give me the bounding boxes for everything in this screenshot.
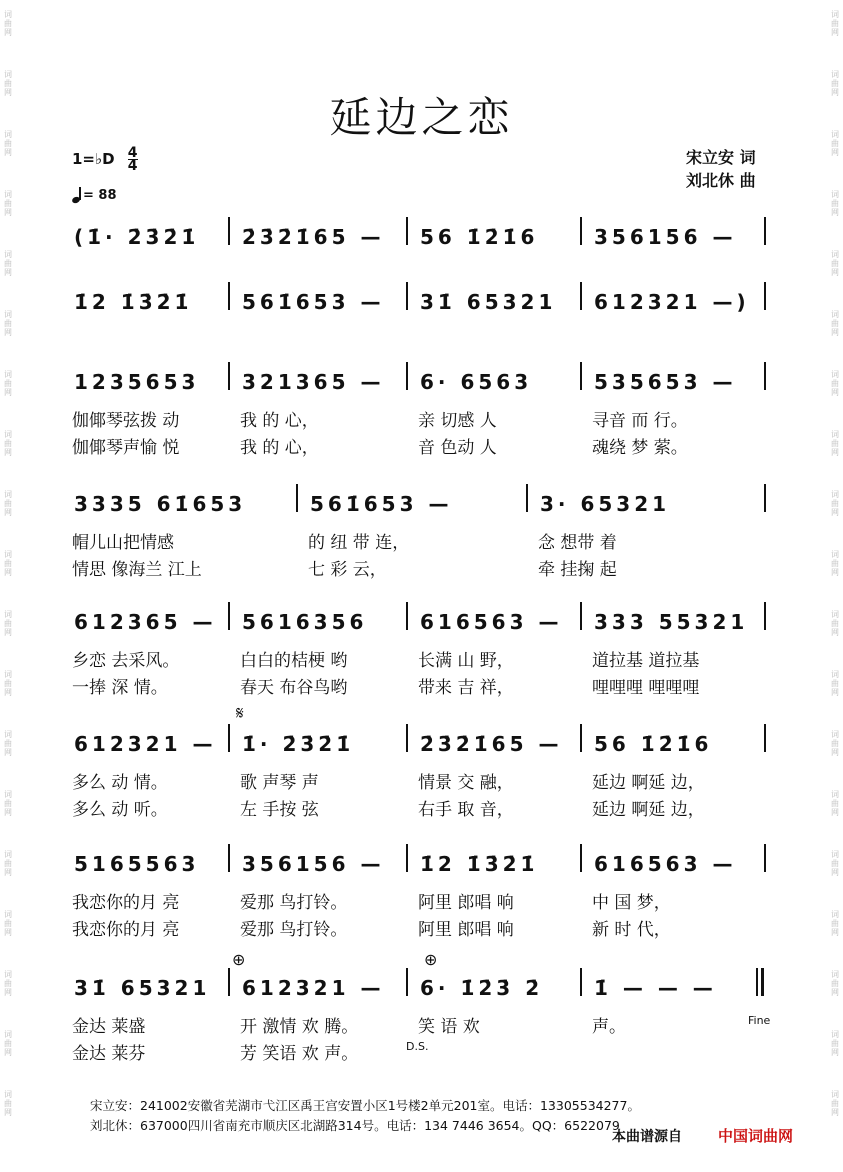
bar-line — [526, 484, 528, 512]
measure-notes: 1̇· 2̇3̇2̇1̇ — [242, 732, 355, 756]
watermark-text: 词曲网 — [4, 1090, 12, 1117]
bar-line — [406, 282, 408, 310]
note-line — [70, 360, 780, 400]
lyric-phrase: 延边 啊延 边， — [592, 773, 705, 793]
measure-notes: 561̇653 — — [242, 290, 385, 314]
watermark-text: 词曲网 — [4, 490, 12, 517]
lyric-phrase: 左 手按 弦 — [240, 800, 319, 820]
site-link[interactable]: 中国词曲网 — [718, 1127, 794, 1145]
measure-notes: 5165563 — [74, 852, 200, 876]
measure-notes: 6· 1̇2̇3̇ 2̇ — [420, 976, 544, 1000]
lyric-phrase: 我恋你的月 亮 — [72, 893, 180, 913]
watermark-text: 词曲网 — [4, 370, 12, 397]
measure-notes: 56 1̇2̇1̇6 — [594, 732, 713, 756]
lyric-phrase: 情思 像海兰 江上 — [72, 560, 202, 580]
time-numerator: 4 — [127, 145, 138, 161]
lyric-phrase: 爱那 鸟打铃。 — [240, 893, 348, 913]
watermark-text: 词曲网 — [831, 430, 839, 457]
coda-icon-2: ⊕ — [424, 950, 438, 969]
watermark-text: 词曲网 — [831, 490, 839, 517]
song-title: 延边之恋 — [329, 93, 514, 142]
bar-line — [406, 362, 408, 390]
bar-line — [580, 724, 582, 752]
measure-notes: 356156 — — [242, 852, 385, 876]
measure-notes: 5616356 — [242, 610, 368, 634]
score-row — [60, 722, 790, 822]
bar-line — [580, 282, 582, 310]
watermark-text: 词曲网 — [831, 310, 839, 337]
lyric-phrase: 魂绕 梦 萦。 — [592, 438, 688, 458]
measure-notes: 1̇ — — — — [594, 976, 717, 1000]
lyric-phrase: 金达 莱芬 — [72, 1044, 146, 1064]
lyric-phrase: 寻音 而 行。 — [592, 411, 688, 431]
key-label: 1=♭D — [72, 150, 115, 168]
lyric-phrase: 笑 语 欢 — [418, 1017, 480, 1037]
watermark-text: 词曲网 — [831, 370, 839, 397]
score-row — [60, 360, 790, 460]
lyric-phrase: 阿里 郎唱 响 — [418, 893, 514, 913]
lyric-phrase: 帽儿山把情感 — [72, 533, 174, 553]
watermark-text: 词曲网 — [831, 10, 839, 37]
bar-line — [228, 282, 230, 310]
lyric-phrase: 牵 挂掬 起 — [538, 560, 617, 580]
end-bar-line — [764, 484, 766, 512]
segno-icon: 𝄋 — [236, 703, 244, 724]
bar-line — [228, 362, 230, 390]
measure-notes: 612321 — — [242, 976, 385, 1000]
bar-line — [580, 602, 582, 630]
lyric-phrase: 带来 吉 祥， — [418, 678, 514, 698]
lyric-phrase: 我 的 心， — [240, 411, 319, 431]
lyric-phrase: 芳 笑语 欢 声。 — [240, 1044, 359, 1064]
watermark-strip-left — [0, 0, 16, 1172]
measure-notes: 31̇ 65321 — [74, 976, 211, 1000]
note-line — [70, 600, 780, 640]
footer-contacts — [90, 1096, 640, 1136]
note-line — [70, 966, 780, 1006]
lyric-phrase: 我恋你的月 亮 — [72, 920, 180, 940]
lyric-phrase: 右手 取 音， — [418, 800, 514, 820]
note-line — [70, 722, 780, 762]
coda-icon-1: ⊕ — [232, 950, 246, 969]
measure-notes: 561̇653 — — [310, 492, 453, 516]
lyric-phrase: 春天 布谷鸟哟 — [240, 678, 348, 698]
credits — [686, 146, 756, 192]
footer-line-lyricist: 宋立安：241002安徽省芜湖市弋江区禹王宫安置小区1号楼2单元201室。电话：13305534277。 — [90, 1098, 640, 1113]
watermark-text: 词曲网 — [831, 970, 839, 997]
lyric-phrase: 的 纽 带 连， — [308, 533, 410, 553]
bar-line — [406, 217, 408, 245]
watermark-text: 词曲网 — [4, 130, 12, 157]
watermark-text: 词曲网 — [831, 670, 839, 697]
watermark-text: 词曲网 — [831, 850, 839, 877]
measure-notes: 3· 65321 — [540, 492, 671, 516]
end-bar-line — [764, 724, 766, 752]
lyric-phrase: 开 激情 欢 腾。 — [240, 1017, 359, 1037]
end-bar-line — [756, 968, 758, 996]
lyric-phrase: 亲 切感 人 — [418, 411, 497, 431]
watermark-text: 词曲网 — [831, 1030, 839, 1057]
end-bar-line — [764, 602, 766, 630]
time-signature — [128, 147, 138, 172]
fine-mark: Fine — [748, 1014, 771, 1027]
end-bar-line — [764, 282, 766, 310]
bar-line — [580, 362, 582, 390]
bar-line — [228, 844, 230, 872]
measure-notes: 612321 — — [74, 732, 217, 756]
watermark-text: 词曲网 — [831, 70, 839, 97]
measure-notes: 616563 — — [420, 610, 563, 634]
watermark-text: 词曲网 — [831, 1090, 839, 1117]
watermark-text: 词曲网 — [4, 970, 12, 997]
ds-mark: D.S. — [406, 1040, 429, 1053]
watermark-text: 词曲网 — [4, 850, 12, 877]
lyric-phrase: 延边 啊延 边， — [592, 800, 705, 820]
bar-line — [228, 602, 230, 630]
lyric-phrase: 乡恋 去采风。 — [72, 651, 180, 671]
bar-line — [406, 602, 408, 630]
lyric-phrase: 伽倻琴弦拨 动 — [72, 411, 180, 431]
lyric-phrase: 新 时 代， — [592, 920, 671, 940]
watermark-text: 词曲网 — [4, 790, 12, 817]
tempo-marking — [72, 187, 117, 203]
lyric-phrase: 多么 动 情。 — [72, 773, 168, 793]
composer-credit: 刘北休 曲 — [686, 171, 756, 190]
watermark-text: 词曲网 — [831, 790, 839, 817]
lyric-phrase: 长满 山 野， — [418, 651, 514, 671]
measure-notes: 1̇2 1̇3̇2̇1̇ — [420, 852, 539, 876]
watermark-text: 词曲网 — [831, 910, 839, 937]
watermark-text: 词曲网 — [4, 610, 12, 637]
watermark-text: 词曲网 — [4, 910, 12, 937]
watermark-text: 词曲网 — [4, 730, 12, 757]
measure-notes: 612365 — — [74, 610, 217, 634]
measure-notes: 6· 6563 — [420, 370, 533, 394]
measure-notes: 612321 —) — [594, 290, 750, 314]
lyric-phrase: 我 的 心， — [240, 438, 319, 458]
bar-line — [228, 217, 230, 245]
lyric-phrase: 阿里 郎唱 响 — [418, 920, 514, 940]
measure-notes: 1235653 — [74, 370, 200, 394]
bar-line — [406, 968, 408, 996]
lyric-phrase: 中 国 梦， — [592, 893, 671, 913]
lyric-phrase: 金达 莱盛 — [72, 1017, 146, 1037]
note-line — [70, 842, 780, 882]
bar-line — [228, 968, 230, 996]
measure-notes: 2̇3̇2̇1̇65 — — [420, 732, 563, 756]
lyric-phrase: 多么 动 听。 — [72, 800, 168, 820]
watermark-text: 词曲网 — [4, 70, 12, 97]
bar-line — [580, 968, 582, 996]
lyricist-credit: 宋立安 词 — [686, 148, 756, 167]
measure-notes: 56 1̇2̇1̇6 — [420, 225, 539, 249]
measure-notes: 3335 6̇1̇653 — [74, 492, 247, 516]
quarter-note-icon — [72, 187, 80, 203]
watermark-text: 词曲网 — [4, 430, 12, 457]
key-signature — [72, 147, 138, 172]
lyric-phrase: 歌 声琴 声 — [240, 773, 319, 793]
measure-notes: (1̇· 2̇3̇2̇1̇ — [74, 225, 200, 249]
time-denominator: 4 — [127, 158, 138, 174]
score-row — [60, 482, 790, 582]
lyric-phrase: 哩哩哩 哩哩哩 — [592, 678, 700, 698]
watermark-text: 词曲网 — [831, 550, 839, 577]
measure-notes: 535653 — — [594, 370, 737, 394]
watermark-text: 词曲网 — [831, 130, 839, 157]
lyric-phrase: 伽倻琴声愉 悦 — [72, 438, 180, 458]
source-label: 本曲谱源自 — [612, 1129, 682, 1145]
watermark-text: 词曲网 — [831, 730, 839, 757]
watermark-text: 词曲网 — [831, 190, 839, 217]
watermark-text: 词曲网 — [4, 10, 12, 37]
bar-line — [296, 484, 298, 512]
measure-notes: 2̇3̇2̇1̇65 — — [242, 225, 385, 249]
watermark-text: 词曲网 — [4, 550, 12, 577]
watermark-text: 词曲网 — [831, 250, 839, 277]
tempo-value: = 88 — [83, 188, 117, 203]
note-line — [70, 280, 780, 320]
end-bar-line — [764, 844, 766, 872]
watermark-text: 词曲网 — [4, 1030, 12, 1057]
lyric-phrase: 一捧 深 情。 — [72, 678, 168, 698]
measure-notes: 31̇ 65321 — [420, 290, 557, 314]
watermark-text: 词曲网 — [4, 670, 12, 697]
watermark-strip-right — [827, 0, 843, 1172]
bar-line — [406, 844, 408, 872]
lyric-phrase: 爱那 鸟打铃。 — [240, 920, 348, 940]
score-row — [60, 600, 790, 700]
end-bar-line — [764, 362, 766, 390]
measure-notes: 616563 — — [594, 852, 737, 876]
lyric-phrase: 道拉基 道拉基 — [592, 651, 700, 671]
note-line — [70, 482, 780, 522]
watermark-text: 词曲网 — [4, 310, 12, 337]
bar-line — [406, 724, 408, 752]
lyric-phrase: 七 彩 云， — [308, 560, 387, 580]
score-row — [60, 842, 790, 942]
lyric-phrase: 情景 交 融， — [418, 773, 514, 793]
watermark-text: 词曲网 — [831, 610, 839, 637]
measure-notes: 333 55321 — [594, 610, 749, 634]
end-bar-line — [764, 217, 766, 245]
measure-notes: 356156 — — [594, 225, 737, 249]
bar-line — [580, 844, 582, 872]
watermark-text: 词曲网 — [4, 190, 12, 217]
watermark-text: 词曲网 — [4, 250, 12, 277]
measure-notes: 1̇2 1̇3̇2̇1̇ — [74, 290, 193, 314]
note-line — [70, 215, 780, 255]
lyric-phrase: 念 想带 着 — [538, 533, 617, 553]
bar-line — [580, 217, 582, 245]
bar-line — [228, 724, 230, 752]
measure-notes: 321365 — — [242, 370, 385, 394]
lyric-phrase: 白白的桔梗 哟 — [240, 651, 348, 671]
lyric-phrase: 音 色动 人 — [418, 438, 497, 458]
lyric-phrase: 声。 — [592, 1017, 626, 1037]
footer-line-composer: 刘北休：637000四川省南充市顺庆区北湖路314号。电话：134 7446 3654。QQ：6522079 — [90, 1118, 620, 1133]
